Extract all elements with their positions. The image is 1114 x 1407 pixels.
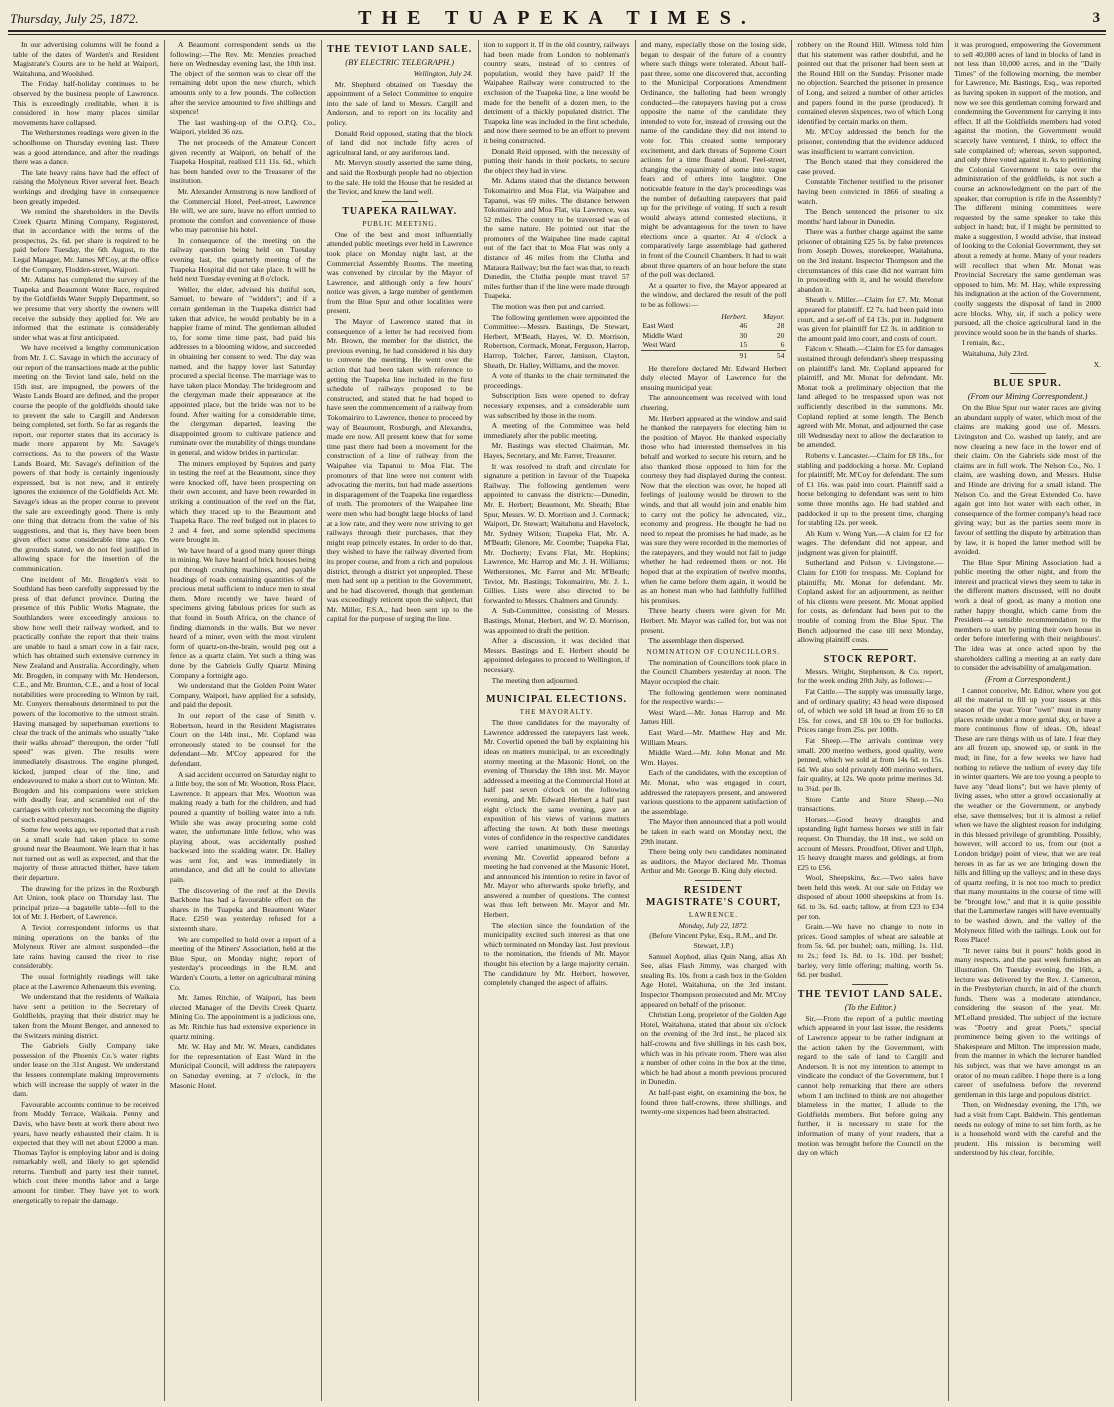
news-paragraph: There was a further charge against the same prisoner of obtaining £25 5s. by false pretences from Joseph Dowes, storekeeper, Waitahuna, on the 3rd instant. Inspector Thompson and the circumstances of this case did not warrant him in proceeding with it, and he would therefore abandon it. [797,227,944,294]
news-paragraph: In our advertising columns will be found a table of the dates of Warden's and Resident Magistrate's Courts are to be held at Waipori, Waitahuna, and Woolshed. [13,40,159,78]
article-subheading: NOMINATION OF COUNCILLORS. [646,647,781,656]
news-paragraph: The motion was then put and carried. [491,302,605,312]
table-cell: 30 [739,330,748,340]
news-paragraph: The election since the foundation of the municipality excited such interest as that one which terminated on Monday last. Just previous to the nomination, the friends of Mr. Mayor thought his election by a large majority certain. The candidature by Mr. Herbert, however, completely changed the aspect of affairs. [483,920,630,988]
news-paragraph: The discovering of the reef at the Devils Backbone has had a favourable effect on the shares in the Tuapeka and Beaumont Water Race. £250 was yesterday refused for a sixteenth share. [169,885,316,934]
article-subheading: THE MAYORALTY. [519,708,594,717]
table-cell: East Ward [642,321,674,331]
news-paragraph: Weller, the elder, advised his dutiful son, Samuel, to beware of "widders"; and if a certain gentleman in the Tuapeka district had taken that advice, he would probably be in a happier frame of mind. The gentleman alluded to, for some time time past, had paid his addresses to a blooming widow, and succeeded in obtaining her consent to wed. The day was named, and the happy lover last Saturday procured a special license. The marriage was to have taken place Monday. The bridegroom and the clergyman made their appearance at the appointed place, but the bride was not to be found. After waiting for a considerable time, the clergyman departed, leaving the disappointed groom to cultivate patience and ruminate over the mutability of things mundane in general, and widow brides in particular. [169,284,316,457]
table-cell [641,351,706,361]
news-paragraph: it was prorogued, empowering the Government to sell 40,000 acres of land in blocks of land in not less than 10,000 acres, and in the "Daily Times" of the following morning, the member for Lawrence, Mr. Bastings, Esq., was reported as having spoken in support of the motion, and now we see this gentleman coming forward and condemning the Government for carrying it into effect. If all the Goldfields members had voted against the motion, the Government would scarcely have ventured, I think, to effect the sale complained of; whereas, seven supported, and only three voted against it. As to petitioning the Colonial Government to take over the administration of the goldfields, is not such a course an acknowledgment on the part of the speaker, that corruption is rife in the Assembly? The different mining committees were requested by the same speaker to take this subject in hand; but, if I might be permitted to make a suggestion, I would advise, that instead of looking to the Colonial Government, they set about a remedy at home. Many of your readers will recollect that when Mr. Monat was Provincial Secretary the same gentleman was opposed to him. Mr. M. Hay, while expressing his indignation at the action of the Government, coolly suggests the disposal of land in 2000 acre blocks. Why, sir, if such a policy were pursued, all the choice agricultural land in the province would soon be in the hands of sharks. [954,40,1101,337]
news-paragraph: Mr. Herbert appeared at the window and said he thanked the ratepayers for electing him to the position of Mayor. He thanked especially those who had interested themselves in his behalf and worked to secure his return, and he also thanked those opposed to him for the courtesy they had displayed during the contest. Now that the election was over, he hoped all feelings of jealousy would be thrown to the winds, and that all would join and enable him to carry out the policy he advocated, viz., economy and progress. He thought he had no need to repeat the promises he had made, as he was sure they were recorded in the memories of the ratepayers, and they would not fail to judge whether he had redeemed them or not. He hoped that at the expiration of twelve months, when he came before them again, it would be as an honest man who had faithfully fulfilled his promises. [640,413,787,605]
table-header-cell: Mayor. [763,311,785,321]
article-heading: THE TEVIOT LAND SALE. [327,44,473,55]
news-paragraph: The Wetherstones readings were given in the schoolhouse on Thursday evening last. There was a good attendance, and after the readings there was a dance. [13,128,159,167]
column-5 [636,40,793,1401]
news-paragraph: We remind the shareholders in the Devils Creek Quartz Mining Company, Registered, that in accordance with the terms of the prospectus, 2s. 6d. per share is required to be paid before Tuesday, the 6th August, to the Legal Manager, Mr. James M'Coy, at the office of the Company, Flodden-street, Waipori. [13,207,159,274]
news-paragraph: At a quarter to five, the Mayor appeared at the window, and declared the result of the poll to be as follows:— [640,280,787,310]
poll-results-table [641,312,787,361]
news-paragraph: Each of the candidates, with the exception of Mr. Monat, who was engaged in court, addressed the ratepayers present, and answered various questions to the apparent satisfaction of the assemblage. [640,768,787,816]
table-row [641,331,787,341]
news-paragraph: The miners employed by Squires and party in testing the reef at the Beaumont, since they were knocked off, have been prospecting on their own account, and have been rewarded in striking a continuation of the reef on the flat, which they traced up to the Beaumont and Tuapeka Race. The reef bulged out in places to 2 and 4 feet, and some splendid specimens were brought in. [169,458,316,545]
table-cell: West Ward [642,340,676,350]
issue-date: Thursday, July 25, 1872. [10,11,139,26]
news-paragraph: Samuel Aophod, alias Quin Nang, alias Ah See, alias Flash Jimmy, was charged with stealing Rs. 10s. from a cash box in the Golden Age Hotel, Waitahuna, on the 3rd instant. Inspector Thompson prosecuted and Mr. M'Coy appeared on behalf of the prisoner. [640,951,787,1009]
newspaper-page [8,6,1106,1401]
article-heading: STOCK REPORT. [823,653,918,665]
news-paragraph: Fat Sheep.—The arrivals continue very small. 200 merino wethers, good quality, were penned, which we sold at from 14s 6d. to 15s. 6d. We also sold privately 400 merino wethers, fair quality, at 12s. We quote prime merinos 3d. to 3¼d. per lb. [797,735,944,793]
news-paragraph: The Gabriels Gully Company take possession of the Phoenix Co.'s water rights under lease on the 31st August. We understand the lessees contemplate making improvements which will increase the supply of water in the dam. [13,1041,159,1099]
masthead [8,6,1106,32]
news-paragraph: Constable Titchener testified to the prisoner having been convicted in 1866 of stealing a watch. [797,177,944,206]
columns [8,40,1106,1401]
news-paragraph: The three candidates for the mayoralty of Lawrence addressed the ratepayers last week. Mr. Coverlid opened the ball by explaining his ideas on matters municipal, to an exceedingly stormy meeting at the Masonic Hotel, on the evening of Thursday the 18th inst. Mr. Mayor addressed a meeting at the Commercial Hotel at half past seven o'clock on the following evening, and Mr. Edward Herbert a half past eight o'clock the same evening, gave an exposition of his views of various matters affecting the town. At both these meetings votes of confidence in the respective candidates were carried unanimously. On Saturday evening Mr. Coverlid appeared before a meeting he had convened at the Masonic Hotel, and announced his intention to retire in favor of Mr. Mayor who afterwards spoke briefly, and answered a number of questions. The contest was thus left between Mr. Mayor and Mr. Herbert. [483,718,630,920]
news-paragraph: Ah Kum v. Wong Yun.—A claim for £2 for wages. The defendant did not appear, and judgment was given for plaintiff. [797,528,944,557]
news-paragraph: A Teviot correspondent informs us that mining operations on the banks of the Molyneux River are almost suspended—the late rains having caused the river to rise considerably. [13,923,159,971]
article-heading: MUNICIPAL ELECTIONS. [486,694,628,706]
news-paragraph: The Bench sentenced the prisoner to six months' hard labour in Dunedin. [797,207,944,226]
news-paragraph: The Mayor of Lawrence stated that in consequence of a letter he had received from Mr. Brown, the member for the district, the previous evening, he had considered it his duty to convene the meeting. He went over the action that had been taken with reference to getting the Tuapeka line included in the first schedule of railways proposed to be constructed, and stated that he had hoped to have seen the commencement of a railway from Tokomairiro to Lawrence, thence to proceed by way of Beaumont, Roxburgh, and Alexandra, made ere now. All present knew that for some time past there had been a movement for the construction of a line of railway from the Waipahee via Tapanui to Moa Flat. The promoters of that line were not content with advocating the merits, but had made assertions in disparagement of the Tuapeka line regardless of truth. The promoters of the Waipahee line were men who had bought large blocks of land at a low rate, and they were now striving to get railways through their purchases, that they might reap princely estates. In order to do that, they wished to have the railway diverted from its proper course, and from a rich and populous district, through a district yet unpeopled. These men had sent up a petition to the Government, and he had discovered, though that gentleman was exceedingly reticent upon the subject, that Mr. Miller, F.S.A., had been sent up to the capital for the purpose of urging the line. [326,317,473,624]
news-paragraph: At half-past eight, on examining the box, he found three half-crowns, three shillings, and twenty-one sixpences had been abstracted. [640,1087,787,1117]
news-paragraph: Fat Cattle.—The supply was unusually large, and of ordinary quality; 43 head were disposed of, of which we sold 18 head at from £6 to £8 15s. for cows, and £8 10s to £9 for bullocks. Prices range from 25s. per 100lb. [797,687,944,735]
news-paragraph: Middle Ward.—Mr. John Monat and Mr. Wm. Hayes. [640,748,787,767]
news-paragraph: "It never rains but it pours" holds good in many respects, and the past week furnishes an illustration. On Tuesday evening, the 16th, a lecture was delivered by the Rev. J. Cameron, in the Presbyterian church, in aid of the church funds. There was a moderate attendance, considering the season of the year. Mr. M'Lelland presided. The subject of the lecture was "Poetry and great Poets," special prominence being given to the writings of Shakespeare and Milton. The impression made, from the manner in which the lecturer handled his subject, was that we have amongst us an orator of no mean calibre. I hope there is a long career of usefulness before the reverend gentleman in this large and populous district. [954,945,1101,1099]
column-3 [322,40,479,1401]
news-paragraph: Christian Long, proprietor of the Golden Age Hotel, Waitahuna, stated that about six o'clock on the evening of the 3rd inst., he placed six half-crowns and five shillings in his cash box, which was in his private room. There was also a number of other coins in the box at the time, which he had about a month previous procured in Dunedin. [640,1010,787,1087]
news-paragraph: It was resolved to draft and circulate for signature a petition in favour of the Tuapeka Railway. The following gentlemen were appointed to canvass the districts:—Dunedin, Mr. E. Herbert; Beaumont, Mr. Sheath; Blue Spur, Messrs. W. D. Morrison and J. Cormack; Waipori, Dr. Stewart; Waitahuna and Havelock, Mr. Sydney Wilson; Tuapeka Flat, Mr. A. M'Beath; Glenore, Mr. Coombe; Tuapeka Flat, Mr. Docherty; Evans Flat, Mr. Hopkins; Lawrence, Mr. Harrop and Mr. J. H. Williams; Wetherstones, Mr. Farrer and Mr. M'Beath; Teviot, Mr. Bastings; Tokomairiro, Mr. J. L. Gillies. Lists were also directed to be forwarded to Messrs. Chalmers and Grundy. [483,461,630,605]
news-paragraph: A Sub-Committee, consisting of Messrs. Bastings, Monat, Herbert, and W. D. Morrison, was appointed to draft the petition. [483,606,630,635]
news-paragraph: Some few weeks ago, we reported that a rush on a small scale had taken place to some ground near the Beaumont. We learn that it has not turned out as well as expected, and that the majority of those attracted thither, have taken their departure. [13,825,159,883]
article-heading: THE TEVIOT LAND SALE. [797,988,943,1000]
dateline: Wellington, July 24. [413,69,473,78]
news-paragraph: Mr. Shepherd obtained on Tuesday the appointment of a Select Committee to enquire into the sale of land to Messrs. Cargill and Anderson, and to report on its locality and policy. [326,79,473,127]
news-paragraph: The last washing-up of the O.P.Q. Co., Waipori, yielded 36 ozs. [169,117,316,137]
table-header-cell [641,312,706,322]
table-cell: 28 [776,321,785,331]
column-2 [165,40,322,1401]
news-paragraph: The drawing for the prizes in the Roxburgh Art Union, took place on Thursday last. The principal prize—a bagatelle table—fell to the lot of Mr. J. Herbert, of Lawrence. [13,883,159,922]
news-paragraph: We understand that the residents of Waikaia have sent a petition to the Secretary of Goldfields, praying that their district may be taken from the Mount Benger, and annexed to the Switzers mining district. [13,992,159,1040]
news-paragraph: The assemblage then dispersed. [648,636,745,646]
article-subheading: PUBLIC MEETING. [362,219,438,228]
news-paragraph: Wool, Sheepskins, &c.—Two sales have been held this week. At our sale on Friday we disposed of about 1000 sheepskins at from 1s. 6d. to 3s. 6d. each; tallow, at from £23 to £34 per ton. [797,873,944,921]
article-heading: RESIDENT MAGISTRATE'S COURT, [645,884,781,908]
table-cell: 6 [780,340,785,350]
news-paragraph: One incident of Mr. Brogden's visit to Southland has been carefully suppressed by the press of that defunct province. During the presence of this Public Works Magnate, the Southlanders were exceedingly anxious to show how well their railway worked, and to practically confute the report that their trains are unable to haul a smart cow in a fair race, which has obtained such extensive currency in New Zealand and Australia. Accordingly, when Mr. Brogden, in company with Mr. Henderson, C.E., and Mr. Brunton, C.E., and a host of local notabilities were proceeding to Winton by rail, Mr. Conyers thereabouts determined to put the powers of the locomotive to the utmost strain. Having managed by superhuman exertions to clear the track of the animals who usually "take their walks abroad" thereupon, the order "full speed" was given. The results were immediately disastrous. The engine plunged, kicked, jumped clear of the line, and endeavoured to make a short cut to Winton. Mr. Brogden and his companions were stricken with deadly fear, and scrambled out of the carriages with celerity not becoming the dignity of such exalted personages. [13,574,159,824]
news-paragraph: Grain.—We have no change to note in prices. Good samples of wheat are saleable at from 5s. 6d. per bushel; oats, milling, 1s. 11d. to 2s.; feed 1s. 8d. to 1s. 10d. per bushel; barley, very little offering; malting, worth 5s. 6d. per bushel. [797,922,944,980]
news-paragraph: tion to support it. If in the old country, railways had been made from London to nobleman's country seats, instead of to centres of population, would they have paid? If the Waipahee Railway were constructed to the exclusion of the Tuapeka line, a line would be made for the benefit of a dozen men, to the detriment of a thickly populated district. The Tuapeka line was included in the first schedule, and now there seemed to be an effort to prevent it being constructed. [483,40,630,145]
news-paragraph: The late heavy rains have had the effect of raising the Molyneux River several feet. Beach workings and dredging have in consequence been greatly impeded. [13,167,159,206]
news-paragraph: Mr. Mervyn stoutly asserted the same thing, and said the Roxburgh people had no objection to the sale. He told the House that he resided at the Teviot, and knew the land well. [326,158,473,197]
news-paragraph: Mr. Adams stated that the distance between Tokomairiro and Moa Flat, via Waipahee and Tapanui, was 69 miles. The distance between Tokomairiro and Moa Flat, via Lawrence, was 52 miles. The country to be traversed was of the same nature. He pointed out that the promoters of the Waipahee line made capital out of the fact that to Moa Flat was only a distance of 46 miles from the Clutha and Mataura Railway; but the fact was that, to reach Dunedin, the Clutha people must travel 57 miles further than if the line were made through Tuapeka. [483,176,630,301]
news-paragraph: We have heard of a good many queer things in mining. We have heard of brick houses being put through crushing machines, and payable headings of roads containing quantities of the precious metal sufficient to induce men to steal them. More recently we have heard of specimens giving fabulous prices for such as that found in South Africa, on the chance of finding diamonds in the walls. But we never heard of a miner, even with the most virulent form of quartz-on-the-brain, would peg out a fence as a quartz claim. Yet such a thing was done by the Gabriels Gully Quartz Mining Company a fortnight ago. [169,545,316,680]
news-paragraph: A meeting of the Committee was held immediately after the public meeting. [483,421,630,440]
table-header-row [641,312,787,322]
news-paragraph: Store Cattle and Store Sheep.—No transactions. [797,794,944,814]
news-paragraph: I remain, &c., [962,338,1005,348]
court-bench: (Before Vincent Pyke, Esq., R.M., and Dr. Stewart, J.P.) [649,931,778,951]
section-divider [539,689,575,690]
column-6 [792,40,949,1401]
news-paragraph: Mr. James Ritchie, of Waipori, has been elected Manager of the Devils Creek Quartz Mining Co. The appointment is a judicious one, as Mr. Ritchie has had extensive experience in quartz mining. [169,993,316,1041]
news-paragraph: Donald Reid opposed, with the necessity of putting their hands in their pockets, to secure the object they had in view. [483,146,630,175]
news-paragraph: Messrs. Wright, Stephenson, & Co. report, for the week ending 20th July, as follows:— [797,666,944,686]
masthead-rule [8,34,1106,35]
news-paragraph: The net proceeds of the Amateur Concert given recently at Waipori, on behalf of the Tuapeka Hospital, realised £11 11s. 6d., which has been handed over to the Treasurer of the institution. [169,137,316,186]
news-paragraph: robbery on the Round Hill. Witness told him that his statement was rather doubtful, and he pointed out that the prisoner had been seen at the Round Hill on the Sunday. Prisoner made no objection. Searched the prisoner in presence of Long, and seized a number of other articles and papers found in the purse (produced). It contained eleven sixpences, two of which Long identified by certain marks on them. [797,40,944,126]
news-paragraph: There being only two candidates nominated as auditors, the Mayor declared Mr. Thomas Arthur and Mr. George B. King duly elected. [640,847,787,876]
news-paragraph: The Bench stated that they considered the case proved. [797,157,944,176]
news-paragraph: A Beaumont correspondent sends us the following:—The Rev. Mr. Menzies preached here on Wednesday evening last, the 10th inst. The object of the sermon was to clear off the remaining debt upon the new church, which amounts only to a few pounds. The collection after the service amounted to five shillings and sixpence! [169,40,316,117]
article-subheading: (From a Correspondent.) [984,673,1071,684]
letter-signature: X. [1093,359,1101,369]
news-paragraph: He therefore declared Mr. Edward Herbert duly elected Mayor of Lawrence for the ensuing municipal year. [640,363,787,392]
news-paragraph: A vote of thanks to the chair terminated the proceedings. [483,371,630,390]
news-paragraph: Donald Reid opposed, stating that the block of land did not include fifty acres of agricultural land, or any auriferous land. [326,128,473,157]
news-paragraph: The announcement was received with loud cheering. [640,393,787,412]
news-paragraph: Waitahuna, July 23rd. [962,349,1029,358]
page-number: 3 [1092,10,1100,26]
table-total-row [641,351,787,361]
article-subheading: LAWRENCE. [688,910,738,919]
table-cell: 46 [739,321,748,331]
table-cell: Middle Ward [642,330,683,340]
table-row [641,340,787,350]
news-paragraph: Mr. W. Hay and Mr. W. Mears, candidates for the representation of East Ward in the Municipal Council, will address the ratepayers on Saturday evening, at 7 o'clock, in the Masonic Hotel. [169,1042,316,1090]
news-paragraph: The Blue Spur Mining Association had a public meeting the other night, and from the interest and practical views they seem to take in the different matters discussed, will no doubt work a deal of good, as many a motion one rather happy thought, which came from the President—a sensible recommendation to the members to start by putting their own house in order before interfering with their neighbours'. The idea was at once acted upon by the shareholders calling a meeting at an early date to consider the advisability of amalgamation. [954,557,1101,673]
article-subheading: (To the Editor.) [844,1001,897,1012]
column-4 [479,40,636,1401]
news-paragraph: On the Blue Spur our water races are giving an abundant supply of water, which most of the claims are making good use of. Messrs. Livingston and Co. washed up lately, and are now clearing a new face in the lower end of their claim. On the Gabriels side most of the claims are in full work. The Nelson Co., No. 1 claim, are washing down, and Messrs. Hulse and Hinde are driving for a small island. The Nelson Co. and the Great Extended Co. have again got into hot water with each other, in consequence of the former company's head race giving way; but as the parties seem more in favour of settling the dispute by arbitration than by law, it is hoped the latter method will be avoided. [954,403,1101,557]
column-7 [949,40,1106,1401]
news-paragraph: After a discussion, it was decided that Messrs. Bastings and E. Herbert should be appointed delegates to proceed to Wellington, if necessary. [483,636,630,674]
table-cell: 20 [776,330,785,340]
section-divider [852,649,888,650]
news-paragraph: We have received a lengthy communication from Mr. J. C. Savage in which the accuracy of our report of the transactions made at the public meeting on the Teviot land sale, held on the 15th inst. are impugned, the powers of the Waste Lands Board are defined, and the proper course the people of the goldfields should take to prevent the sale to Cargill and Anderson being completed, set forth. So far as regards the report, our reporter states that its accuracy is made more apparent by Mr. Savage's corrections. As to the powers of the Waste Lands Board, Mr. Savage's definition of the powers of that body is certainly ingeniously expressed, but is not new, and it entirely ignores the existence of the Goldfields Act. Mr. Savage's ideas as the proper course to prevent the sale are exceedingly good. There is only one thing that detracts from the value of his suggestions, and that is, they have been been given effect some considerable time ago. On the grounds stated, we do not feel justified in allowing space for the insertion of the communication. [13,343,159,574]
news-paragraph: In consequence of the meeting on the railway question being held on Tuesday evening last, the quarterly meeting of the Tuapeka Hospital did not take place. It will be held next Tuesday evening at 8 o'clock. [169,235,316,284]
news-paragraph: A sad accident occurred on Saturday night to a little boy, the son of Mr. Wootton, Ross Place, Lawrence. It appears that Mrs. Wootton was making ready a bath for the children, and had poured a quantity of boiling water into a tub. While she was away procuring some cold water, the unfortunate little fellow, who was playing about, was accidentally pushed backward into the scalding water. Dr. Halley was sent for, and was immediately in attendance, and did all he could to alleviate pain. [169,769,316,885]
section-divider [852,984,888,985]
news-paragraph: Three hearty cheers were given for Mr. Herbert. Mr. Mayor was called for, but was not present. [640,606,787,635]
table-header-cell: Herbert. [721,311,748,321]
news-paragraph: The nomination of Councillors took place in the Council Chambers yesterday at noon. The Mayor occupied the chair. [640,657,787,686]
article-heading: TUAPEKA RAILWAY. [342,205,458,217]
section-divider [382,201,418,202]
news-paragraph: The meeting then adjourned. [491,675,579,685]
news-paragraph: Subscription lists were opened to defray necessary expenses, and a considerable sum was subscribed by those in the room. [483,391,630,420]
table-row [641,321,787,331]
news-paragraph: Then, on Wednesday evening, the 17th, we had a visit from Capt. Baldwin. This gentleman needs no eulogy of mine to set him forth, as he is a household word with the careful and the prudent. His mission is becoming well understood by his clear, forcible, [954,1100,1101,1158]
column-1 [8,40,165,1401]
news-paragraph: In our report of the case of Smith v. Robertson, heard in the Resident Magistrates Court on the 14th inst., Mr. Copland was erroneously stated to be counsel for the defendant—Mr. M'Coy appeared for the defendant. [169,710,316,768]
news-paragraph: The following gentlemen were appointed the Committee:—Messrs. Bastings, De Stewart, Herbert, M'Beath, Hayes, W. D. Morrison, Robertson, Cormack, Monat, Ferguson, Harrop, Harrop, Tolcher, Farrer, Jamison, Clayton, Sheath, Dr. Halley, Williams, and the mover. [483,312,630,370]
table-cell: 91 [705,351,749,361]
article-subheading: (From our Mining Correspondent.) [967,391,1088,402]
news-paragraph: Falcon v. Sheath.—Claim for £5 for damages sustained through defendant's sheep trespassing on plaintiff's land. Mr. Copland appeared for plaintiff, and Mr. Monat for defendant. Mr. Monat took a preliminary objection that the land alleged to be trespassed upon was not sufficiently described in the summons. Mr. Copland replied at some length. The Bench agreed with Mr. Monat, and adjourned the case till Wednesday next to allow the declaration to be amended. [797,344,944,450]
news-paragraph: We are compelled to hold over a report of a meeting of the Miners' Association, held at the Blue Spur, on Monday night; report of yesterday's proceedings in the R.M. and Warden's Courts, a letter on agricultural mining Co. [169,934,316,992]
newspaper-title: THE TUAPEKA TIMES. [358,7,756,29]
news-paragraph: Roberts v. Lancaster.—Claim for £8 18s., for stabling and paddocking a horse. Mr. Copland for plaintiff; Mr. M'Coy for defendant. The sum of £1 16s. was paid into court. Plaintiff said a horse belonging to defendant was sent to him some three months ago. He had stabled and paddocked it up to the present time, charging for stabling 12s. per week. [797,450,944,528]
news-paragraph: Sir,—From the report of a public meeting which appeared in your last issue, the residents of Lawrence appear to be rather indignant at the action taken by the Government, with regard to the sale of land to Cargill and Anderson. It is not my intention to attempt to vindicate the conduct of the Government, but I cannot help remarking that there are others whom I am inclined to think are not altogether blameless in the matter, I allude to the Goldfields members. But before going any further, it is necessary to state for the information of many of your readers, that a motion was brought before the Council on the day on which [797,1013,944,1158]
news-paragraph: The Friday half-holiday continues to be observed by the business people of Lawrence. This is exceedingly creditable, when it is considered in how many places similar movements have collapsed. [13,79,159,127]
news-paragraph: One of the best and most influentially attended public meetings ever held in Lawrence took place on Monday night last, at the Commercial Assembly Rooms. The meeting was convened by circular by the Mayor of Lawrence, and although only a few hours' notice was given, a large number of gentlemen from the Blue Spur and other localities were present. [326,229,473,316]
news-paragraph: I cannot conceive, Mr. Editor, where you got all the material to fill up your issues at this season of the year. Your "own" must in many places reside under a more genial sky, or have a more continuous flow of ideas. Oh, ideas! These are rare things with us of late. I fear they are all frozen up, snowed up, or sunk in the mud; in fine, for a few weeks we have had nothing to relieve the tedium of every day life in winter quarters. We are too young a people to have any "dead lions"; but we have plenty of living asses, who utter a growl occasionally at the weather or the Government, or anybody else, save themselves; but it is almost a relief when we have the slightest reason for indulging in this blessed privilege of grumbling. Possibly, however, will accord to us, from our (not a London bridge) point of view, that we are real heroes in as far as we are bringing down the hills and filling up the valleys; and in these days of quartz reefing, it is not too much to predict that many mountains in the course of time will be "brought low," and that it is quite possible that the Lammerlaw ranges will have eventually to be washed down, and the valley of the Molyneux filled with the tailings. Look out for Ross Place! [954,685,1101,945]
news-paragraph: East Ward.—Mr. Matthew Hay and Mr. William Mears. [640,727,787,747]
table-cell: 15 [739,340,748,350]
news-paragraph: and many, especially those on the losing side, began to despair of the future of a country where such things were tolerated. About half-past three, some one discovered that, according to the Municipal Corporations Amendment Ordinance, the balloting had been wrongly conducted—the ratepayers having put a cross opposite the name of the candidate they intended to vote for, instead of crossing out the name of the candidate they did not intend to vote for. This created some temporary excitement, and dark threats of Supreme Court actions for a time floated about. Feel-street, changing the equanimity of some into vague fears and of others into laughter. One noticeable feature in the day's proceedings was the number of defaulting ratepayers that paid up for the privilege of voting. If such a result would always attend contested elections, it might be advantageous for the town to have elections once a quarter. At 4 o'clock a comparatively large assemblage had gathered in front of the Council Chambers. It had to wait about three quarters of an hour before the state of the poll was declared. [640,40,787,280]
news-paragraph: The Mayor then announced that a poll would be taken in each ward on Monday next, the 29th instant. [640,817,787,846]
news-paragraph: Favourable accounts continue to be received from Muddy Terrace, Waikaia. Penny and Davis, who have been at work there about two years, have nearly exhausted their claim. It is expected that they will net about £2000 a man. Thomas Taylor is employing labor and is doing remarkably well, and likely to get splendid returns. Turnbull and party test their tunnel, which cost three months labor and a large amount for timber. They have yet to work energetically to repair the damage. [13,1099,159,1205]
news-paragraph: Sheath v. Miller.—Claim for £7. Mr. Monat appeared for plaintiff. £2 7s. had been paid into court, and a set-off of £4 13s. put in. Judgment was given for plaintiff for £2 3s. in addition to the amount paid into court, and costs of court. [797,295,944,343]
news-paragraph: The usual fortnightly readings will take place at the Lawrence Athenaeum this evening. [13,972,159,991]
news-paragraph: Mr. M'Coy addressed the bench for the prisoner, contending that the evidence adduced was insufficient to warrant conviction. [797,127,944,156]
news-paragraph: Mr. Adams has completed the survey of the Tuapeka and Beaumont Water Race, required by the Goldfields Water Supply Department, so we presume that very shortly the owners will receive the subsidy they applied for. We are informed that the estimate is considerably under what was at first anticipated. [13,275,159,342]
news-paragraph: We understand that the Golden Point Water Company, Waipori, have applied for a subsidy, and paid the deposit. [169,681,316,710]
dateline: Monday, July 22, 1872. [678,920,749,930]
news-paragraph: Sutherland and Polson v. Livingstone.—Claim for £100 for trespass. Mr. Copland for plaintiffs; Mr. Monat for defendant. Mr. Copland asked for an adjournment, as neither of his clients were present. Mr. Monat applied for costs, as defendant had been put to the trouble of coming from the Blue Spur. The Bench adjourned the case till next Monday, allowing plaintiff costs. [797,558,944,645]
news-paragraph: The following gentlemen were nominated for the respective wards:— [640,687,787,707]
section-divider [1010,373,1046,374]
section-divider [695,880,731,881]
article-heading: BLUE SPUR. [993,378,1062,390]
news-paragraph: West Ward.—Mr. Jonas Harrop and Mr. James Hill. [640,707,787,727]
table-cell: 54 [749,351,786,361]
news-paragraph: Mr. Alexander Armstrong is now landlord of the Commercial Hotel, Peel-street, Lawrence He will, we are sure, leave no effort untried to promote the comfort and convenience of those who may patronise his hotel. [169,186,316,235]
news-paragraph: Mr. Bastings was elected Chairman, Mr. Hayes, Secretary, and Mr. Farrer, Treasurer. [483,441,630,460]
article-subheading: (BY ELECTRIC TELEGRAPH.) [345,57,455,67]
news-paragraph: Horses.—Good heavy draughts and upstanding light harness horses we still in fair request. On Thursday, the 18 inst., we sold on account of Messrs. Proudfoot, Oliver and Ulph, 15 heavy draught mares and geldings, at from £25 to £56. [797,814,944,872]
